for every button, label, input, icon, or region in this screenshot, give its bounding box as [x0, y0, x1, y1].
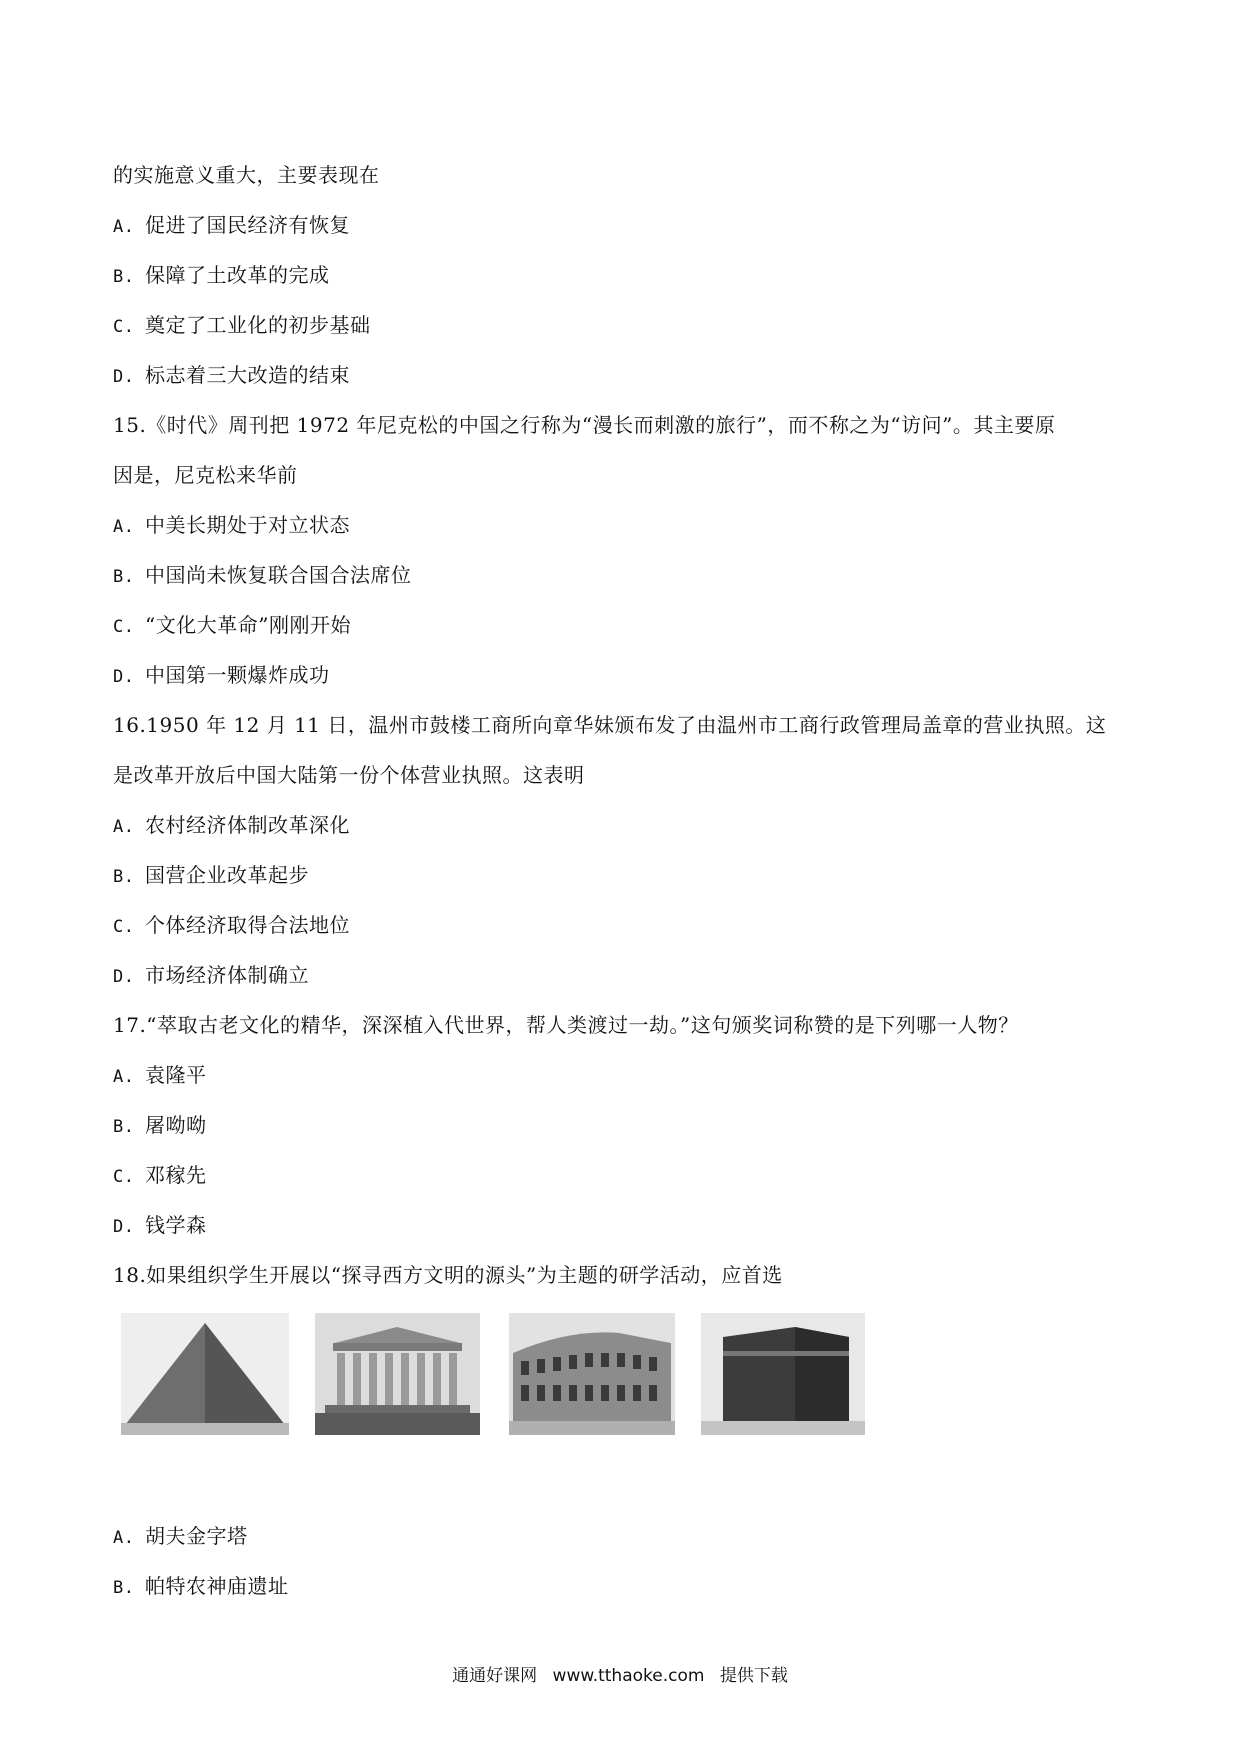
q17-option-c: C. 邓稼先: [113, 1163, 207, 1187]
q14-option-c: C. 奠定了工业化的初步基础: [113, 313, 371, 337]
colosseum-photo: [509, 1313, 675, 1435]
parthenon-icon: [315, 1313, 480, 1435]
q15-option-d: D. 中国第一颗爆炸成功: [113, 663, 330, 687]
q15-stem-line1: 15.《时代》周刊把 1972 年尼克松的中国之行称为“漫长而刺激的旅行”，而不称之为“访问”。其主要原: [113, 413, 1056, 437]
q15-option-b: B. 中国尚未恢复联合国合法席位: [113, 563, 412, 587]
footer-suffix: 提供下载: [719, 1666, 788, 1686]
footer-url[interactable]: www.tthaoke.com: [552, 1666, 705, 1686]
footer-site-name: 通通好课网: [452, 1666, 538, 1686]
q15-option-a: A. 中美长期处于对立状态: [113, 513, 350, 537]
q16-option-b: B. 国营企业改革起步: [113, 863, 309, 887]
kaaba-photo: [701, 1313, 865, 1435]
q17-option-b: B. 屠呦呦: [113, 1113, 207, 1137]
q14-option-b: B. 保障了土改革的完成: [113, 263, 330, 287]
q17-option-d: D. 钱学森: [113, 1213, 207, 1237]
q15-option-c: C. “文化大革命”刚刚开始: [113, 613, 351, 637]
page-footer: [0, 1665, 1240, 1687]
q16-option-c: C. 个体经济取得合法地位: [113, 913, 350, 937]
q16-option-a: A. 农村经济体制改革深化: [113, 813, 350, 837]
q18-stem: 18.如果组织学生开展以“探寻西方文明的源头”为主题的研学活动，应首选: [113, 1263, 783, 1287]
q16-stem-line2: 是改革开放后中国大陆第一份个体营业执照。这表明: [113, 763, 585, 787]
colosseum-icon: [509, 1313, 675, 1435]
q18-option-a: A. 胡夫金字塔: [113, 1524, 248, 1548]
kaaba-icon: [701, 1313, 865, 1435]
pyramid-icon: [121, 1313, 289, 1435]
q15-stem-line2: 因是，尼克松来华前: [113, 463, 298, 487]
q14-stem: 的实施意义重大，主要表现在: [113, 163, 380, 187]
q18-option-b: B. 帕特农神庙遗址: [113, 1574, 289, 1598]
q17-option-a: A. 袁隆平: [113, 1063, 207, 1087]
q14-option-d: D. 标志着三大改造的结束: [113, 363, 350, 387]
parthenon-photo: [315, 1313, 480, 1435]
q17-stem: 17.“萃取古老文化的精华，深深植入代世界，帮人类渡过一劫。”这句颁奖词称赞的是下列哪一人物？: [113, 1013, 1019, 1037]
pyramid-photo: [121, 1313, 289, 1435]
q14-option-a: A. 促进了国民经济有恢复: [113, 213, 350, 237]
q16-stem-line1: 16.1950 年 12 月 11 日，温州市鼓楼工商所向章华妹颁布发了由温州市工商行政管理局盖章的营业执照。这: [113, 713, 1107, 737]
q16-option-d: D. 市场经济体制确立: [113, 963, 309, 987]
